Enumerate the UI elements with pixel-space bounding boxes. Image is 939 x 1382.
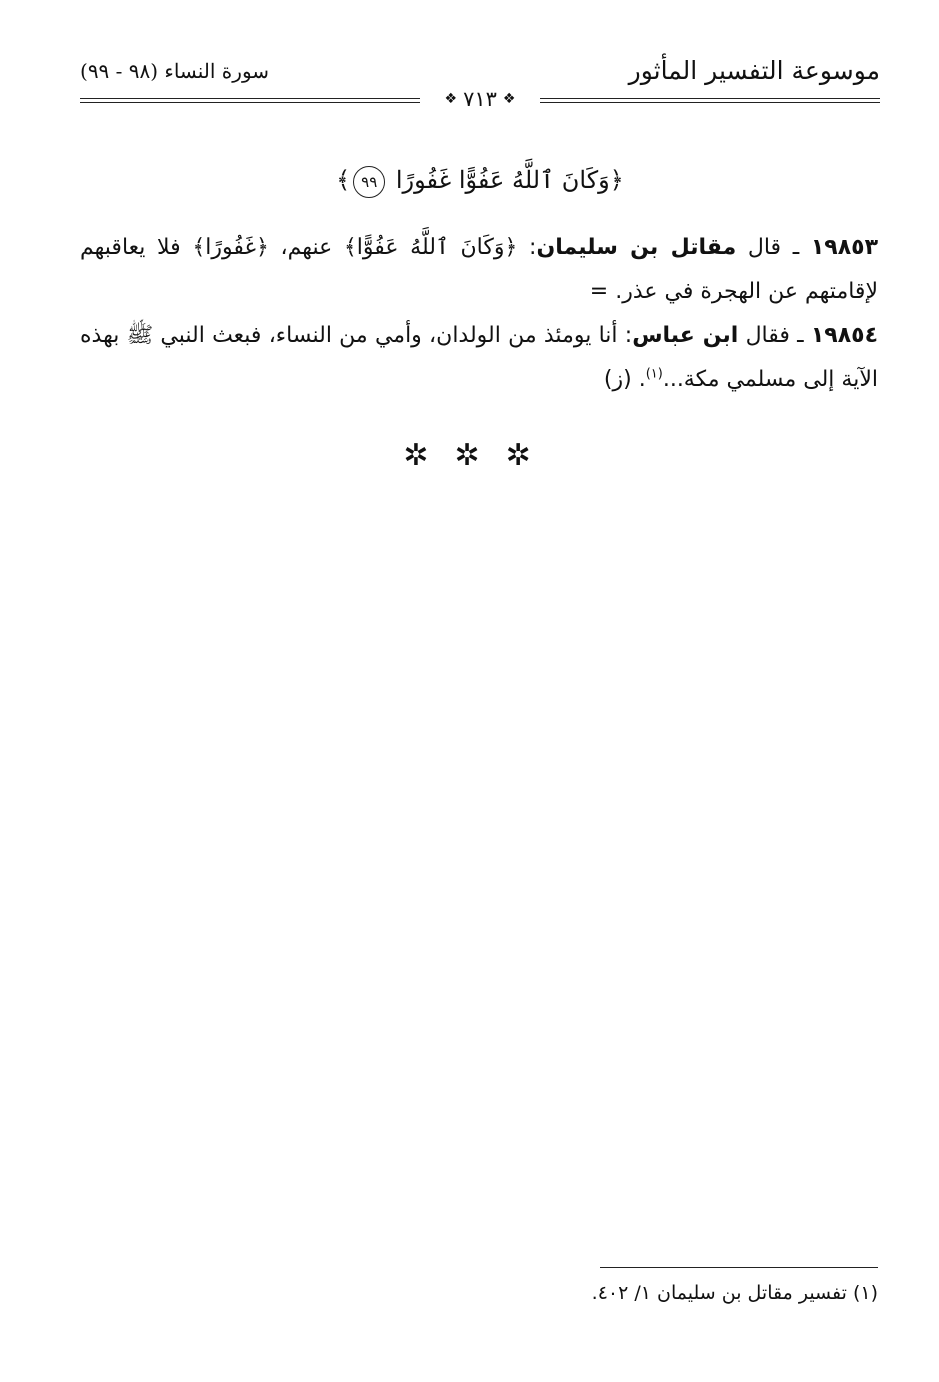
narration-intro: فقال [738, 323, 790, 348]
narration-paragraph [80, 314, 878, 402]
footnote-rule [600, 1267, 878, 1268]
verse-text: ﴿وَكَانَ ٱللَّهُ عَفُوًّا غَفُورًا [395, 166, 624, 194]
quran-quote: ﴿غَفُورًا﴾ [192, 235, 269, 260]
narration-text: . (ز) [603, 367, 646, 392]
narration-number: ١٩٨٥٤ [810, 323, 879, 348]
footnote: (١) تفسير مقاتل بن سليمان ١/ ٤٠٢. [591, 1282, 878, 1304]
narration-number: ١٩٨٥٣ [810, 235, 879, 260]
narration-paragraph [80, 226, 878, 314]
footnote-reference[interactable]: (١) [645, 366, 663, 382]
narration-dash: ـ [789, 323, 811, 348]
section-separator: ✲✲✲ [403, 438, 557, 473]
book-title: موسوعة التفسير المأثور [628, 56, 880, 85]
surah-range: سورة النساء (٩٨ - ٩٩) [80, 59, 270, 83]
narration-intro: قال [736, 235, 782, 260]
narration-colon: : [517, 235, 537, 260]
narrator-name: مقاتل بن سليمان [536, 235, 737, 260]
narrator-name: ابن عباس [632, 323, 739, 348]
narration-text: فلا يعاقبهم لإقامتهم عن الهجرة في عذر. = [80, 235, 878, 304]
ornament-left-icon: ❖ [444, 91, 458, 107]
page-number-block [420, 86, 540, 112]
ayah-number-badge: ٩٩ [353, 166, 385, 198]
page-number: ٧١٣ [463, 87, 497, 111]
narration-text: : أنا يومئذ من الولدان، وأمي من النساء، فبعث النبي ﷺ بهذه الآية إلى مسلمي مكة... [80, 323, 878, 392]
verse-heading [80, 160, 880, 200]
quran-quote: ﴿وَكَانَ ٱللَّهُ عَفُوًّا﴾ [343, 235, 518, 260]
narration-dash: ـ [781, 235, 811, 260]
ornament-right-icon: ❖ [502, 91, 516, 107]
verse-closing-bracket: ﴾ [336, 166, 351, 194]
commentary-body [80, 226, 878, 402]
narration-text: عنهم، [268, 235, 344, 260]
